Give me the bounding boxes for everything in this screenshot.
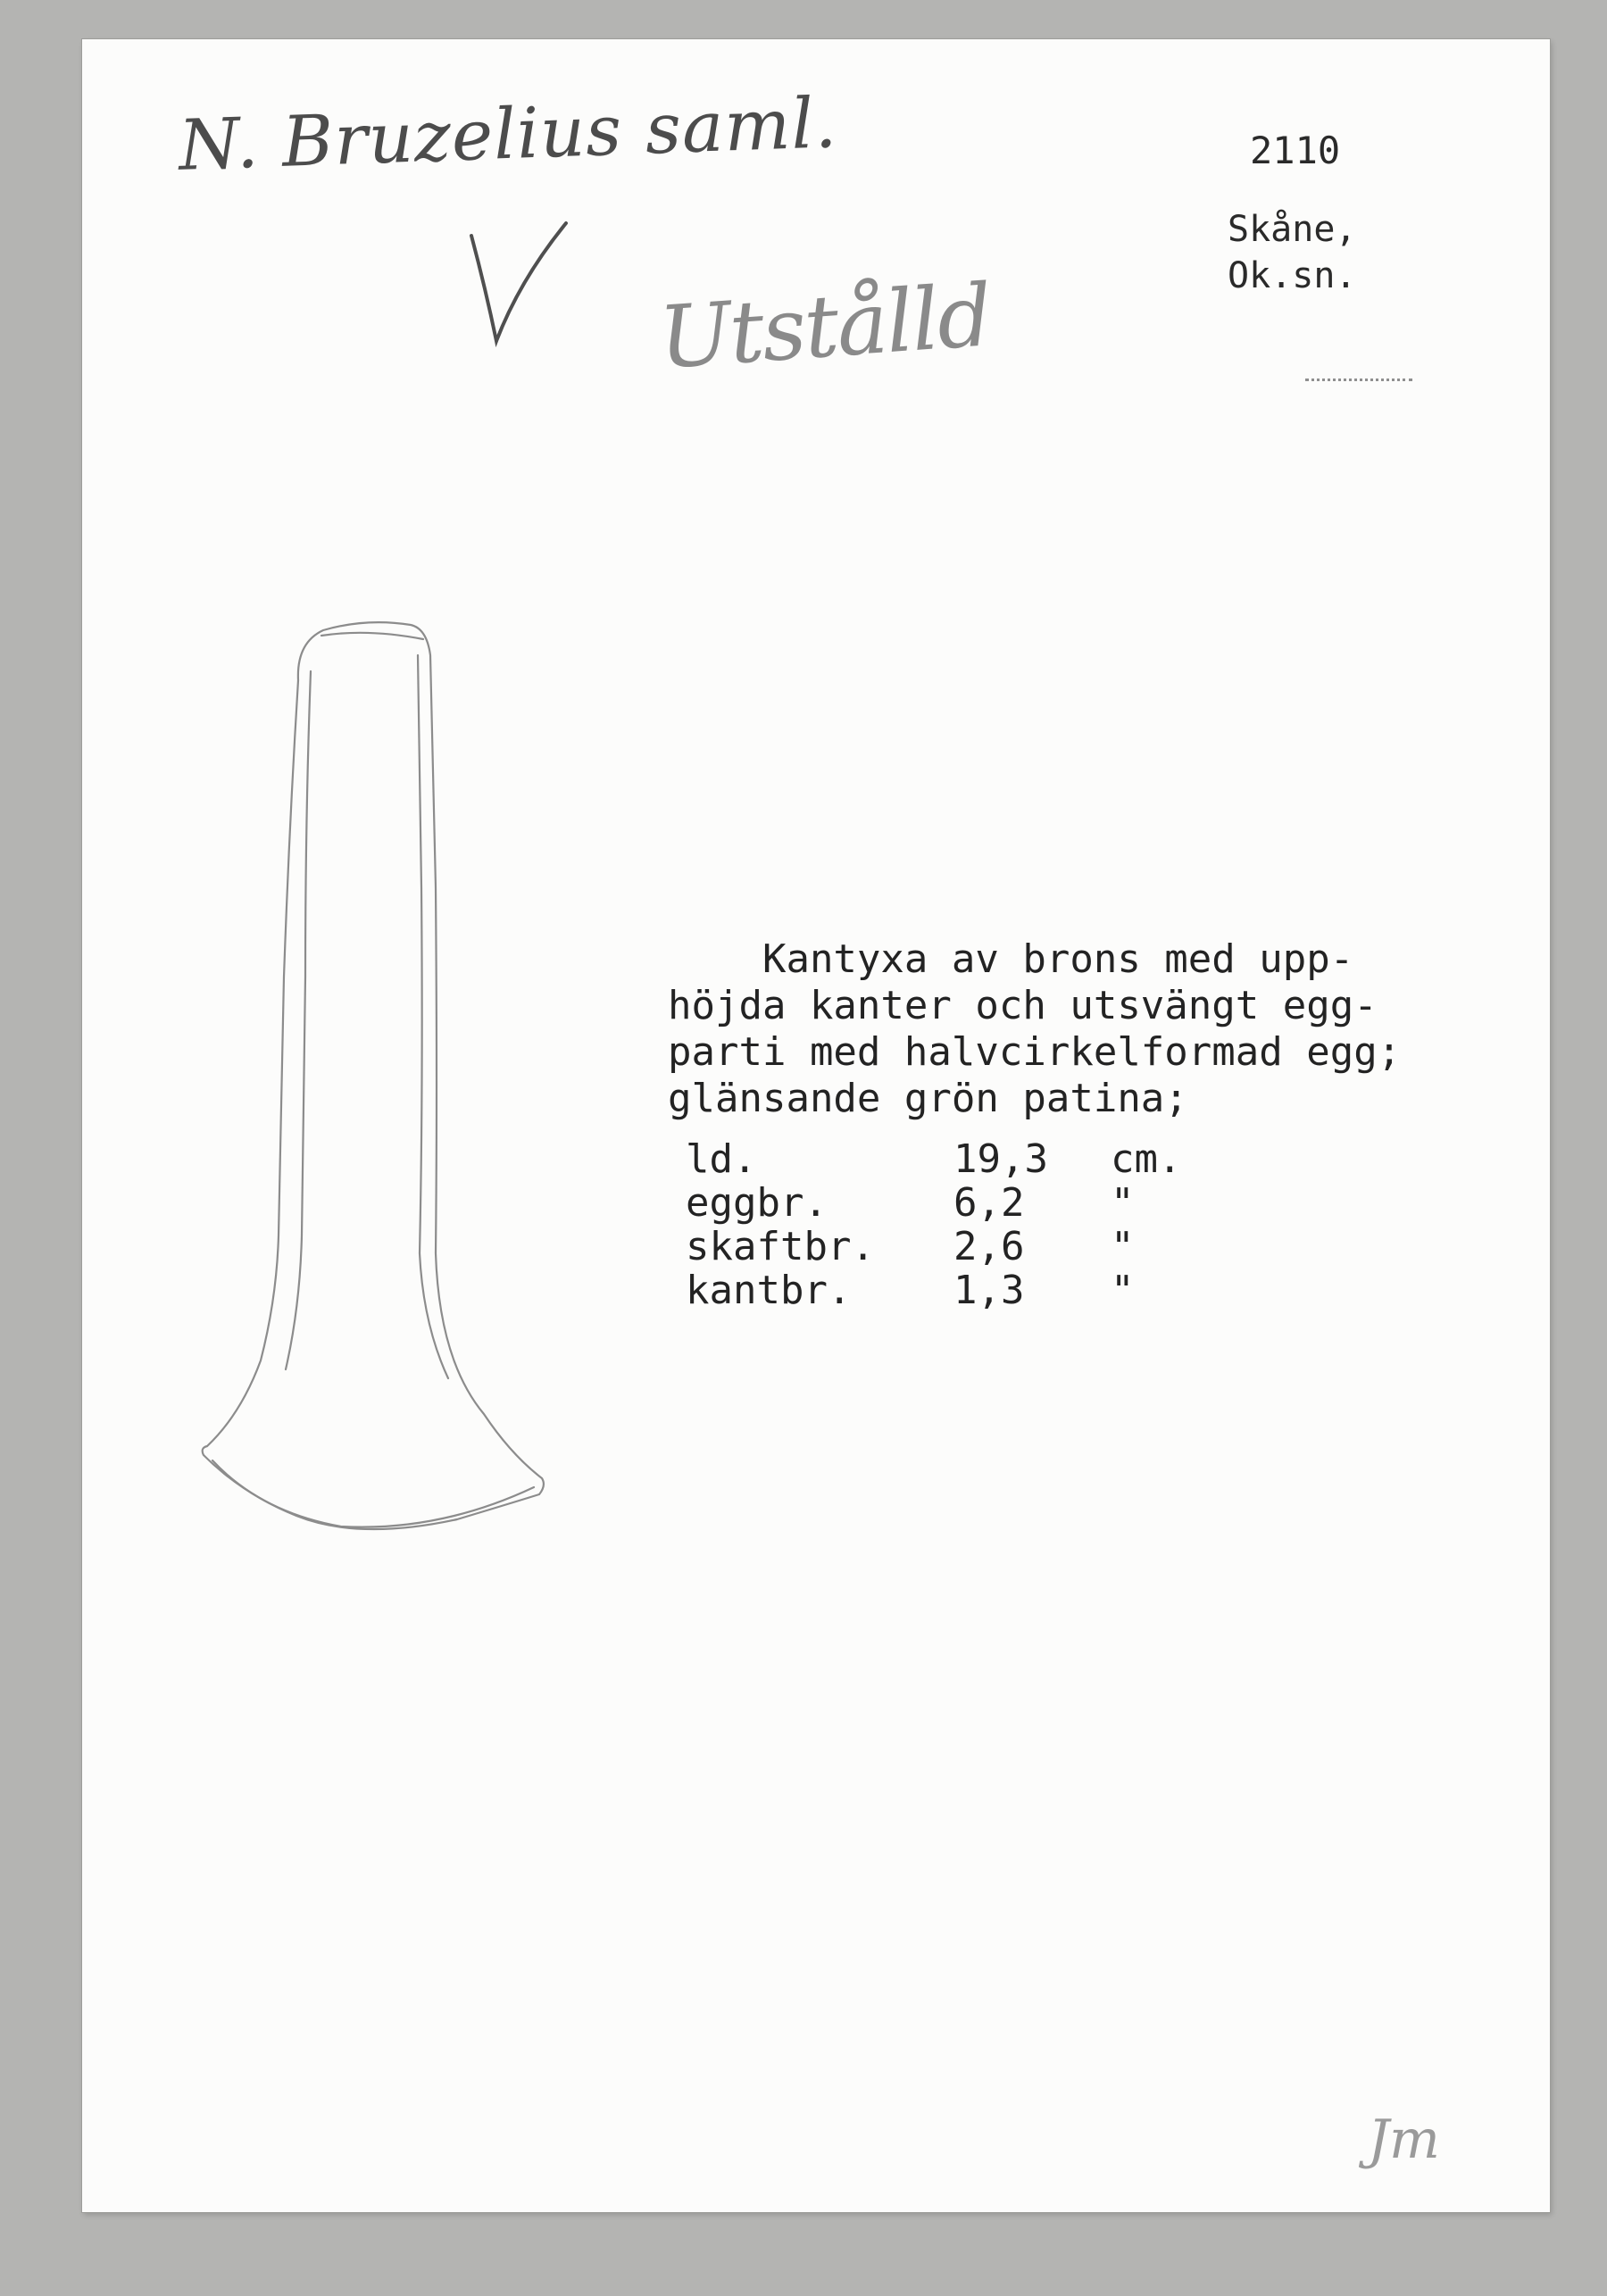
measurement-row	[686, 1137, 1186, 1181]
measurement-value: 2,6	[953, 1224, 1025, 1269]
description-line: glänsande grön patina;	[668, 1076, 1188, 1121]
measurement-label: skaftbr.	[686, 1224, 875, 1269]
parish-label: Ok.sn.	[1228, 255, 1357, 296]
measurement-value: 19,3	[953, 1136, 1048, 1182]
measurement-label: kantbr.	[686, 1268, 852, 1313]
measurement-value: 1,3	[953, 1268, 1025, 1313]
object-description	[668, 936, 1525, 1122]
checkmark-icon	[466, 218, 573, 352]
measurement-unit: "	[1111, 1180, 1135, 1226]
description-line: Kantyxa av brons med upp-	[668, 936, 1354, 982]
handwritten-status-note: Utstålld	[655, 265, 994, 388]
province-label: Skåne,	[1228, 209, 1357, 250]
measurement-row	[686, 1269, 1186, 1312]
dotted-divider	[1305, 379, 1412, 381]
description-line: parti med halvcirkelformad egg;	[668, 1029, 1402, 1075]
handwritten-initials: Jm	[1368, 2109, 1440, 2171]
measurement-unit: cm.	[1111, 1136, 1182, 1182]
measurement-row	[686, 1181, 1186, 1225]
catalogue-card	[82, 39, 1550, 2212]
axe-drawing	[171, 593, 636, 1843]
measurement-value: 6,2	[953, 1180, 1025, 1226]
measurement-row	[686, 1225, 1186, 1269]
measurements-table	[686, 1137, 1186, 1312]
measurement-unit: "	[1111, 1224, 1135, 1269]
measurement-label: ld.	[686, 1136, 757, 1182]
catalogue-number: 2110	[1250, 129, 1341, 172]
measurement-label: eggbr.	[686, 1180, 828, 1226]
handwritten-collection-note: N. Bruzelius saml.	[177, 83, 839, 187]
measurement-unit: "	[1111, 1268, 1135, 1313]
description-line: höjda kanter och utsvängt egg-	[668, 983, 1378, 1028]
